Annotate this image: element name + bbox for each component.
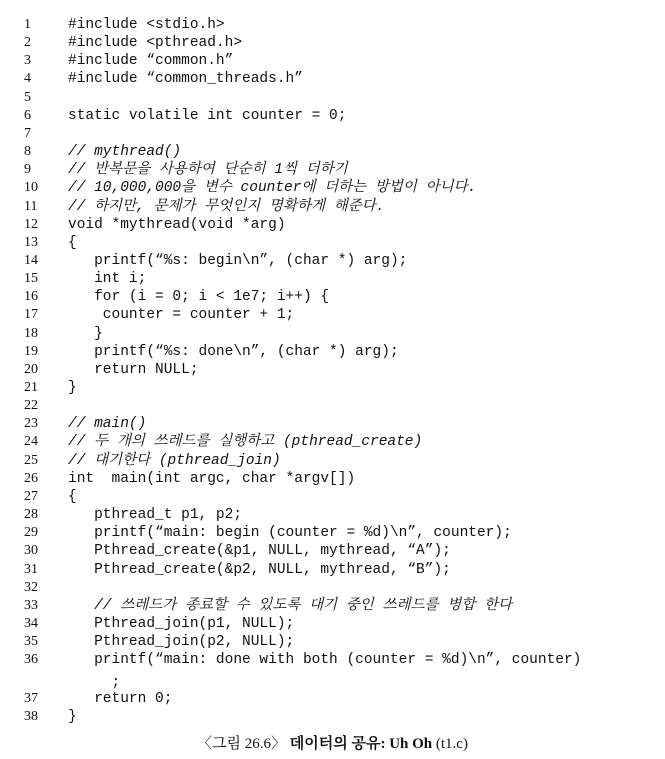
code-text: #include <pthread.h> bbox=[68, 35, 243, 52]
code-text: return NULL; bbox=[68, 361, 199, 378]
line-number: 19 bbox=[24, 343, 38, 359]
code-text: { bbox=[68, 488, 77, 505]
line-number: 1 bbox=[24, 17, 31, 32]
code-text: for (i = 0; i < 1e7; i++) { bbox=[68, 289, 330, 306]
code-text: #include <stdio.h> bbox=[68, 17, 225, 33]
line-number: 32 bbox=[24, 579, 38, 595]
code-text: // main() bbox=[68, 416, 147, 433]
line-number: 28 bbox=[24, 507, 38, 523]
line-number: 5 bbox=[24, 89, 31, 105]
code-text: // 하지만, 문제가 무엇인지 명확하게 해준다. bbox=[68, 198, 385, 215]
code-text: ; bbox=[68, 675, 121, 691]
line-number: 35 bbox=[24, 634, 38, 650]
line-number: 33 bbox=[24, 597, 38, 613]
line-number: 3 bbox=[24, 53, 31, 69]
line-number: 38 bbox=[24, 709, 38, 724]
line-number: 21 bbox=[24, 380, 38, 395]
code-text: printf(“%s: done\n”, (char *) arg); bbox=[68, 343, 399, 360]
code-text: printf(“main: begin (counter = %d)\n”, counter); bbox=[68, 525, 512, 542]
code-text: pthread_t p1, p2; bbox=[68, 507, 243, 524]
code-text: Pthread_join(p1, NULL); bbox=[68, 615, 295, 632]
line-number: 7 bbox=[24, 125, 31, 141]
line-number: 34 bbox=[24, 615, 38, 631]
code-text: } bbox=[68, 709, 77, 725]
code-text: Pthread_join(p2, NULL); bbox=[68, 634, 295, 651]
line-number: 36 bbox=[24, 652, 38, 668]
caption-title: 데이터의 공유: Uh Oh bbox=[286, 736, 433, 752]
code-text: printf(“main: done with both (counter = %d)\n”, counter) bbox=[68, 652, 582, 669]
line-number: 2 bbox=[24, 35, 31, 51]
code-text: Pthread_create(&p1, NULL, mythread, “A”); bbox=[68, 543, 451, 560]
code-text: { bbox=[68, 234, 77, 251]
code-text: #include “common_threads.h” bbox=[68, 71, 303, 88]
line-number: 14 bbox=[24, 252, 38, 268]
code-text: // 10,000,000을 변수 counter에 더하는 방법이 아니다. bbox=[68, 180, 477, 197]
code-text: int i; bbox=[68, 271, 147, 288]
code-text: return 0; bbox=[68, 691, 173, 707]
line-number: 27 bbox=[24, 488, 38, 504]
line-number: 13 bbox=[24, 234, 38, 250]
line-number: 29 bbox=[24, 525, 38, 541]
code-text: // 두 개의 쓰레드를 실행하고 (pthread_create) bbox=[68, 434, 423, 451]
code-text: static volatile int counter = 0; bbox=[68, 107, 347, 124]
code-text: int main(int argc, char *argv[]) bbox=[68, 470, 356, 487]
figure-caption bbox=[0, 732, 665, 753]
line-number: 18 bbox=[24, 325, 38, 341]
line-number: 30 bbox=[24, 543, 38, 559]
code-text: } bbox=[68, 380, 77, 396]
line-number: 17 bbox=[24, 307, 38, 323]
code-text: } bbox=[68, 325, 103, 342]
line-number: 37 bbox=[24, 691, 38, 706]
code-text: // mythread() bbox=[68, 144, 182, 161]
code-text: printf(“%s: begin\n”, (char *) arg); bbox=[68, 252, 408, 269]
code-text: #include “common.h” bbox=[68, 53, 234, 70]
line-number: 15 bbox=[24, 271, 38, 287]
line-number: 31 bbox=[24, 561, 38, 577]
line-number: 4 bbox=[24, 71, 31, 87]
line-number: 23 bbox=[24, 416, 38, 432]
code-text: Pthread_create(&p2, NULL, mythread, “B”); bbox=[68, 561, 451, 578]
line-number: 16 bbox=[24, 289, 38, 305]
code-text: counter = counter + 1; bbox=[68, 307, 295, 324]
code-text: // 반복문을 사용하여 단순히 1씩 더하기 bbox=[68, 162, 348, 179]
line-number: 12 bbox=[24, 216, 38, 232]
caption-suffix: (t1.c) bbox=[432, 736, 468, 752]
line-number: 25 bbox=[24, 452, 38, 468]
line-number: 6 bbox=[24, 107, 31, 123]
line-number: 11 bbox=[24, 198, 38, 214]
line-number: 8 bbox=[24, 144, 31, 160]
line-number: 24 bbox=[24, 434, 38, 450]
caption-prefix: 〈그림 26.6〉 bbox=[197, 736, 287, 752]
line-number: 10 bbox=[24, 180, 38, 196]
line-number: 26 bbox=[24, 470, 38, 486]
line-number: 22 bbox=[24, 398, 38, 414]
line-number: 9 bbox=[24, 162, 31, 178]
code-text: // 쓰레드가 종료할 수 있도록 대기 중인 쓰레드를 병합 한다 bbox=[68, 597, 512, 614]
code-text: // 대기한다 (pthread_join) bbox=[68, 452, 281, 469]
code-text: void *mythread(void *arg) bbox=[68, 216, 286, 233]
line-number: 20 bbox=[24, 361, 38, 377]
